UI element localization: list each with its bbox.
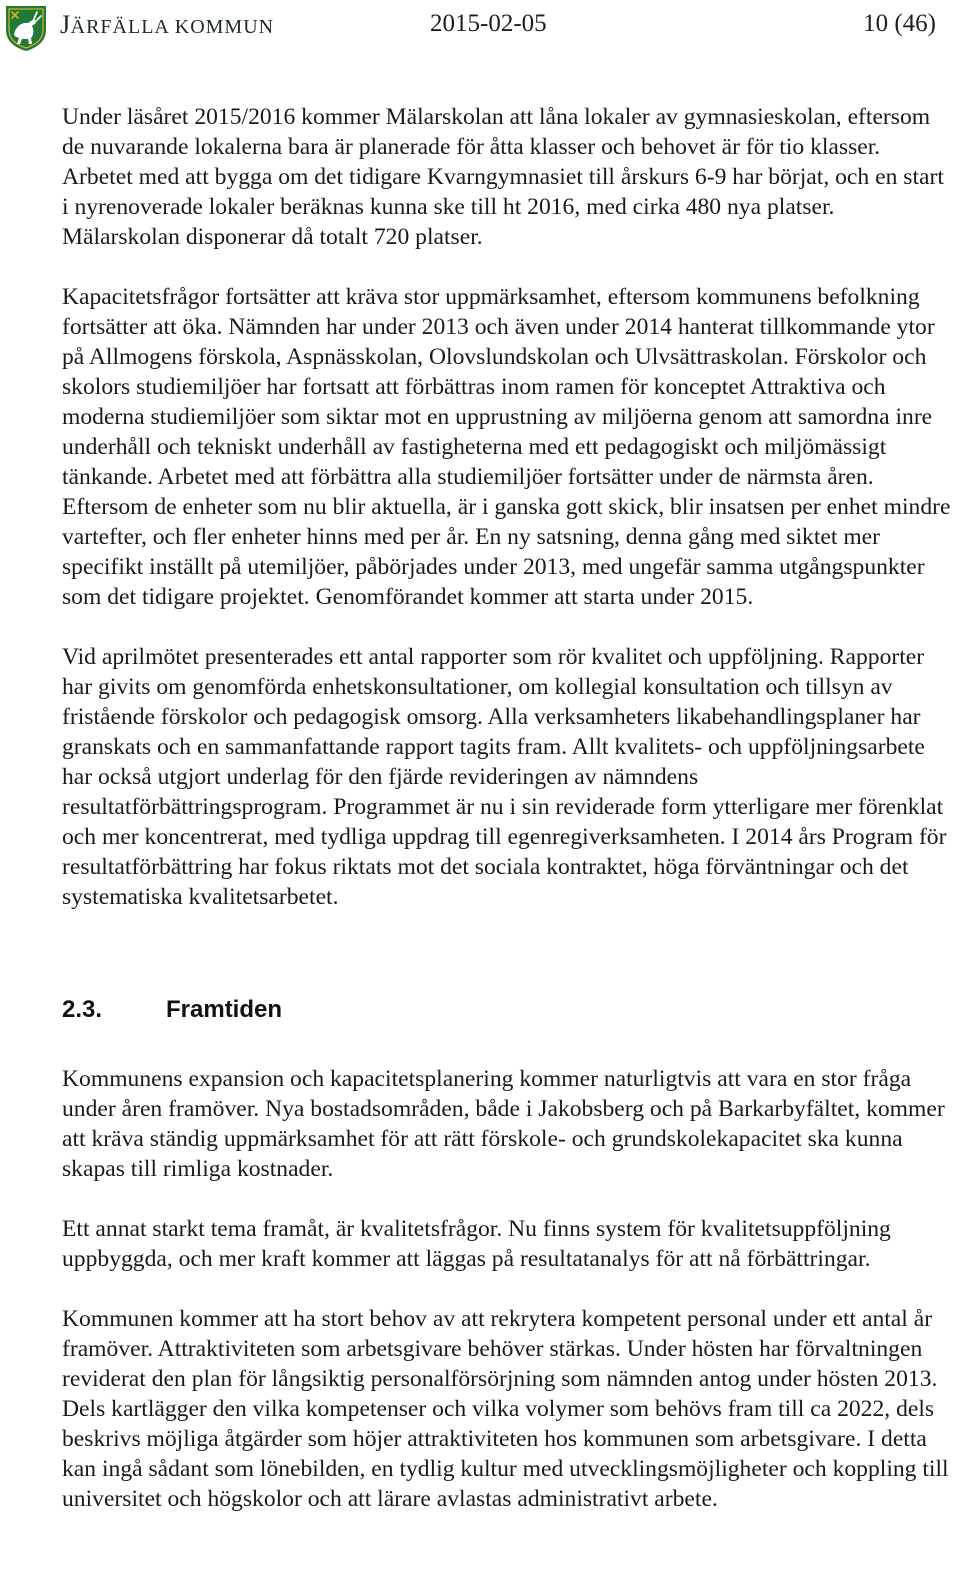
body-text — [62, 102, 954, 912]
paragraph: Under läsåret 2015/2016 kommer Mälarskolan att låna lokaler av gymnasieskolan, eftersom de nuvarande lokalerna bara är planerade för åtta klasser och behovet är för tio klasser. Arbetet med att bygga om det tidigare Kvarngymnasiet till årskurs 6-9 har börjat, och en start i nyrenoverade lokaler beräknas kunna ske till ht 2016, med cirka 480 nya platser. Mälarskolan disponerar då totalt 720 platser. — [62, 104, 944, 250]
paragraph: Ett annat starkt tema framåt, är kvalitetsfrågor. Nu finns system för kvalitetsuppföljning uppbyggda, och mer kraft kommer att läggas på resultatanalys för att nå förbättringar. — [62, 1216, 891, 1272]
section-body-text — [62, 1064, 954, 1514]
organization-name-initial: J — [60, 10, 71, 39]
paragraph: Kommunens expansion och kapacitetsplanering kommer naturligtvis att vara en stor fråga under åren framöver. Nya bostadsområden, både i Jakobsberg och på Barkarbyfältet, kommer att kräva ständig uppmärksamhet för att rätt förskole- och grundskolekapacitet ska kunna skapas till rimliga kostnader. — [62, 1066, 945, 1182]
jarfalla-coat-of-arms-icon — [4, 4, 48, 52]
paragraph: Kapacitetsfrågor fortsätter att kräva stor uppmärksamhet, eftersom kommunens befolkning fortsätter att öka. Nämnden har under 2013 och även under 2014 hanterat tillkommande ytor på Allmogens förskola, Aspnässkolan, Olovslundskolan och Ulvsättraskolan. Förskolor och skolors studiemiljöer har fortsatt att förbättras inom ramen för konceptet Attraktiva och moderna studiemiljöer som siktar mot en upprustning av miljöerna genom att samordna inre underhåll och tekniskt underhåll av fastigheterna med ett pedagogiskt och miljömässigt tänkande. Arbetet med att förbättra alla studiemiljöer fortsätter under de närmsta åren. Eftersom de enheter som nu blir aktuella, är i ganska gott skick, blir insatsen per enhet mindre vartefter, och fler enheter hinns med per år. En ny satsning, denna gång med siktet mer specifikt inställt på utemiljöer, påbörjades under 2013, med ungefär samma utgångspunkter som det tidigare projektet. Genomförandet kommer att starta under 2015. — [62, 284, 951, 610]
organization-name-rest: ÄRFÄLLA KOMMUN — [70, 16, 275, 38]
section-title: Framtiden — [166, 996, 283, 1023]
organization-name — [60, 10, 274, 40]
page-header — [0, 0, 960, 56]
paragraph: Kommunen kommer att ha stort behov av att rekrytera kompetent personal under ett antal år framöver. Attraktiviteten som arbetsgivare behöver stärkas. Under hösten har förvaltningen reviderat den plan för långsiktig personalförsörjning som nämnden antog under hösten 2013. Dels kartlägger den vilka kompetenser och vilka volymer som behövs fram till ca 2022, dels beskrivs möjliga åtgärder som höjer attraktiviteten hos kommunen som arbetsgivare. I detta kan ingå sådant som lönebilden, en tydlig kultur med utvecklingsmöjligheter och koppling till universitet och högskolor och att lärare avlastas administrativt arbete. — [62, 1306, 949, 1512]
section-number: 2.3. — [62, 996, 103, 1023]
paragraph: Vid aprilmötet presenterades ett antal rapporter som rör kvalitet och uppföljning. Rapporter har givits om genomförda enhetskonsultationer, om kollegial konsultation och tillsyn av fristående förskolor och pedagogisk omsorg. Alla verksamheters likabehandlingsplaner har granskats och en sammanfattande rapport tagits fram. Allt kvalitets- och uppföljningsarbete har också utgjort underlag för den fjärde revideringen av nämndens resultatförbättringsprogram. Programmet är nu i sin reviderade form ytterligare mer förenklat och mer koncentrerat, med tydliga uppdrag till egenregiverksamheten. I 2014 års Program för resultatförbättring har fokus riktats mot det sociala kontraktet, höga förväntningar och det systematiska kvalitetsarbetet. — [62, 644, 947, 910]
page-number: 10 (46) — [863, 10, 936, 37]
document-date: 2015-02-05 — [430, 10, 547, 37]
section-heading — [62, 996, 954, 1028]
